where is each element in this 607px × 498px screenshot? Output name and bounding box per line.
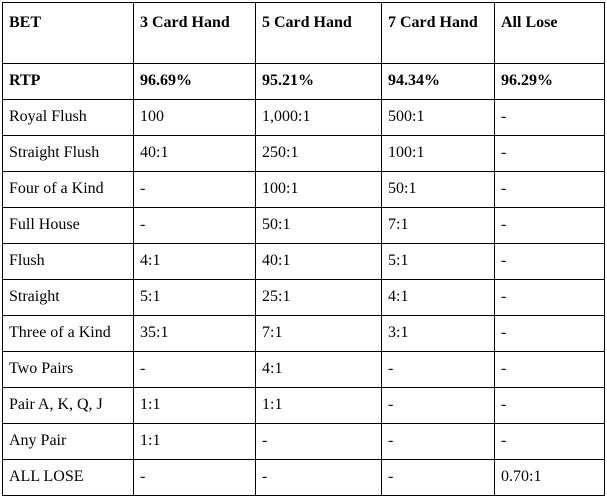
payout-cell: 4:1	[382, 280, 495, 316]
table-row	[3, 172, 605, 208]
payout-cell: -	[382, 460, 495, 496]
payout-cell: 3:1	[382, 316, 495, 352]
payout-cell: -	[134, 352, 256, 388]
rtp-label: RTP	[3, 64, 134, 100]
payout-cell: -	[134, 460, 256, 496]
hand-name: Three of a Kind	[3, 316, 134, 352]
hand-name: Pair A, K, Q, J	[3, 388, 134, 424]
table-row	[3, 316, 605, 352]
rtp-value: 95.21%	[256, 64, 382, 100]
payout-cell: 40:1	[256, 244, 382, 280]
header-cell-3-card-hand: 3 Card Hand	[134, 3, 256, 64]
payout-cell: 100:1	[256, 172, 382, 208]
payout-cell: 5:1	[382, 244, 495, 280]
payout-cell: 50:1	[382, 172, 495, 208]
payout-table	[2, 2, 605, 496]
payout-cell: 40:1	[134, 136, 256, 172]
payout-cell: -	[495, 424, 605, 460]
header-cell-5-card-hand: 5 Card Hand	[256, 3, 382, 64]
table-row	[3, 424, 605, 460]
payout-cell: 100:1	[382, 136, 495, 172]
payout-cell: -	[495, 352, 605, 388]
hand-name: Flush	[3, 244, 134, 280]
hand-name: Two Pairs	[3, 352, 134, 388]
payout-cell: -	[495, 208, 605, 244]
hand-name: Straight	[3, 280, 134, 316]
payout-cell: 0.70:1	[495, 460, 605, 496]
table-row	[3, 208, 605, 244]
payout-cell: 4:1	[256, 352, 382, 388]
payout-cell: 250:1	[256, 136, 382, 172]
payout-cell: 7:1	[382, 208, 495, 244]
hand-name: Straight Flush	[3, 136, 134, 172]
table-row	[3, 388, 605, 424]
hand-name: ALL LOSE	[3, 460, 134, 496]
payout-cell: -	[256, 460, 382, 496]
rtp-value: 96.29%	[495, 64, 605, 100]
table-row	[3, 244, 605, 280]
rtp-value: 94.34%	[382, 64, 495, 100]
header-cell-7-card-hand: 7 Card Hand	[382, 3, 495, 64]
payout-cell: -	[495, 136, 605, 172]
payout-cell: -	[495, 280, 605, 316]
payout-cell: -	[382, 424, 495, 460]
payout-cell: -	[495, 172, 605, 208]
table-row	[3, 100, 605, 136]
payout-cell: -	[495, 316, 605, 352]
payout-cell: 1:1	[134, 388, 256, 424]
payout-cell: 1,000:1	[256, 100, 382, 136]
rtp-row	[3, 64, 605, 100]
table-row	[3, 280, 605, 316]
payout-cell: 1:1	[134, 424, 256, 460]
payout-cell: -	[134, 172, 256, 208]
payout-cell: 5:1	[134, 280, 256, 316]
payout-cell: 1:1	[256, 388, 382, 424]
hand-name: Royal Flush	[3, 100, 134, 136]
payout-cell: 500:1	[382, 100, 495, 136]
hand-name: Four of a Kind	[3, 172, 134, 208]
payout-cell: -	[382, 352, 495, 388]
payout-table-body	[3, 3, 605, 496]
payout-cell: 4:1	[134, 244, 256, 280]
payout-cell: -	[495, 244, 605, 280]
header-row	[3, 3, 605, 64]
payout-cell: -	[134, 208, 256, 244]
payout-cell: -	[382, 388, 495, 424]
hand-name: Any Pair	[3, 424, 134, 460]
header-cell-all-lose: All Lose	[495, 3, 605, 64]
rtp-value: 96.69%	[134, 64, 256, 100]
payout-cell: 50:1	[256, 208, 382, 244]
header-cell-bet: BET	[3, 3, 134, 64]
payout-cell: 7:1	[256, 316, 382, 352]
table-row	[3, 460, 605, 496]
hand-name: Full House	[3, 208, 134, 244]
payout-cell: 25:1	[256, 280, 382, 316]
payout-cell: 100	[134, 100, 256, 136]
table-row	[3, 352, 605, 388]
payout-cell: -	[495, 100, 605, 136]
payout-cell: -	[495, 388, 605, 424]
payout-cell: -	[256, 424, 382, 460]
payout-cell: 35:1	[134, 316, 256, 352]
table-row	[3, 136, 605, 172]
